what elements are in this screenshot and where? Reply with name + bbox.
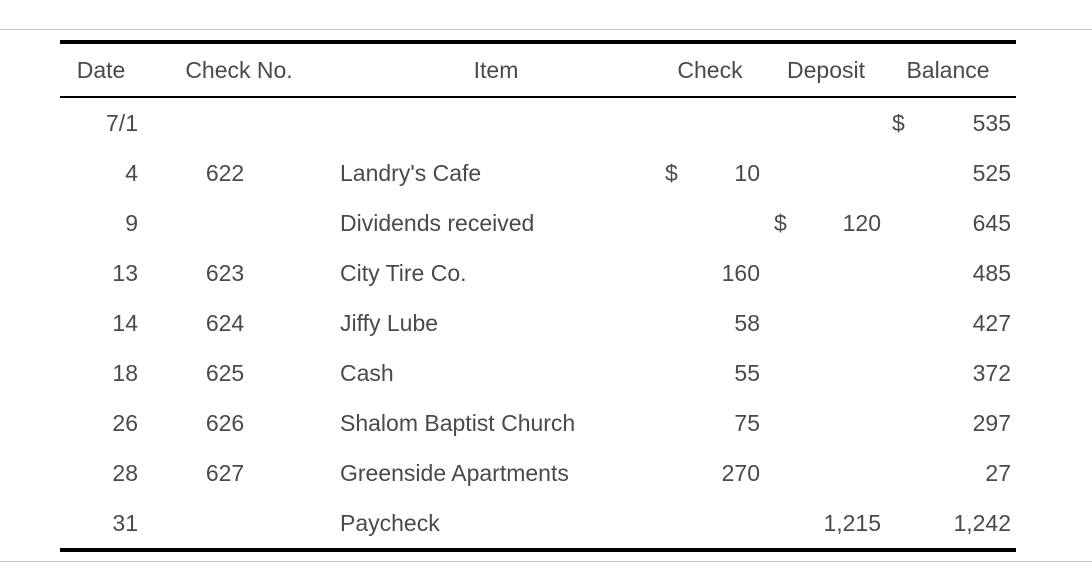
cell-balance-currency — [892, 198, 912, 248]
header-date: Date — [76, 56, 126, 83]
cell-balance-currency — [892, 398, 912, 448]
cell-deposit-amount: 1,215 — [823, 509, 881, 536]
cell-deposit-amount — [790, 248, 881, 298]
cell-check-no: 622 — [205, 159, 245, 186]
cell-check-no: 625 — [205, 359, 245, 386]
cell-item: Paycheck — [340, 509, 440, 536]
table-body — [60, 98, 1016, 548]
cell-balance-amount: 645 — [972, 209, 1011, 236]
header-check-no: Check No. — [185, 56, 293, 83]
cell-check-no: 627 — [205, 459, 245, 486]
cell-item — [340, 98, 660, 148]
cell-check-amount: 55 — [734, 359, 760, 386]
cell-balance-currency — [892, 348, 912, 398]
cell-balance-amount: 485 — [972, 259, 1011, 286]
cell-check-amount: 270 — [721, 459, 760, 486]
cell-deposit-amount — [790, 148, 881, 198]
cell-balance-currency — [892, 498, 912, 548]
cell-check-amount: 160 — [721, 259, 760, 286]
cell-deposit-currency: $ — [774, 209, 787, 236]
cell-check-currency: $ — [665, 159, 678, 186]
cell-deposit-amount: 120 — [842, 209, 881, 236]
cell-balance-currency — [892, 448, 912, 498]
cell-item: Cash — [340, 359, 394, 386]
cell-balance-amount: 535 — [972, 109, 1011, 136]
cell-item: Shalom Baptist Church — [340, 409, 576, 436]
cell-deposit-amount — [790, 398, 881, 448]
table-header-row — [60, 44, 1016, 96]
cell-balance-amount: 372 — [972, 359, 1011, 386]
cell-check-no: 626 — [205, 409, 245, 436]
cell-balance-currency — [892, 148, 912, 198]
checkbook-register-table — [60, 40, 1016, 552]
cell-date: 13 — [112, 259, 138, 286]
cell-deposit-amount — [790, 448, 881, 498]
cell-check-amount — [680, 498, 760, 548]
cell-date: 7/1 — [106, 109, 138, 136]
cell-date: 4 — [125, 159, 138, 186]
cell-balance-currency — [892, 298, 912, 348]
cell-balance-currency — [892, 248, 912, 298]
cell-item: City Tire Co. — [340, 259, 467, 286]
cell-date: 14 — [112, 309, 138, 336]
cell-balance-amount: 27 — [985, 459, 1011, 486]
cell-deposit-amount — [790, 98, 881, 148]
cell-deposit-amount — [790, 348, 881, 398]
cell-date: 28 — [112, 459, 138, 486]
table-row — [60, 198, 1016, 248]
cell-item: Dividends received — [340, 209, 535, 236]
table-bottom-rule — [60, 548, 1016, 552]
cell-item: Greenside Apartments — [340, 459, 569, 486]
cell-item: Jiffy Lube — [340, 309, 439, 336]
cell-date: 31 — [112, 509, 138, 536]
table-row — [60, 348, 1016, 398]
cell-balance-amount: 427 — [972, 309, 1011, 336]
cell-check-amount: 10 — [734, 159, 760, 186]
top-divider — [0, 29, 1092, 30]
cell-balance-amount: 1,242 — [953, 509, 1011, 536]
cell-balance-amount: 297 — [972, 409, 1011, 436]
cell-date: 9 — [125, 209, 138, 236]
cell-check-amount — [680, 198, 760, 248]
table-row — [60, 248, 1016, 298]
cell-check-amount: 58 — [734, 309, 760, 336]
cell-check-no — [170, 498, 280, 548]
table-row — [60, 498, 1016, 548]
header-item: Item — [473, 56, 519, 83]
cell-item: Landry's Cafe — [340, 159, 482, 186]
table-row — [60, 148, 1016, 198]
table-row — [60, 398, 1016, 448]
cell-check-no: 623 — [205, 259, 245, 286]
cell-check-no: 624 — [205, 309, 245, 336]
cell-date: 26 — [112, 409, 138, 436]
header-deposit: Deposit — [787, 56, 865, 83]
cell-balance-currency: $ — [892, 109, 905, 136]
header-balance: Balance — [906, 56, 990, 83]
header-check: Check — [677, 56, 743, 83]
table-row — [60, 298, 1016, 348]
table-row — [60, 448, 1016, 498]
bottom-divider — [0, 561, 1092, 562]
cell-check-no — [170, 198, 280, 248]
cell-deposit-amount — [790, 298, 881, 348]
table-row — [60, 98, 1016, 148]
cell-check-amount: 75 — [734, 409, 760, 436]
cell-date: 18 — [112, 359, 138, 386]
cell-check-no — [170, 98, 280, 148]
cell-check-amount — [680, 98, 760, 148]
cell-balance-amount: 525 — [972, 159, 1011, 186]
